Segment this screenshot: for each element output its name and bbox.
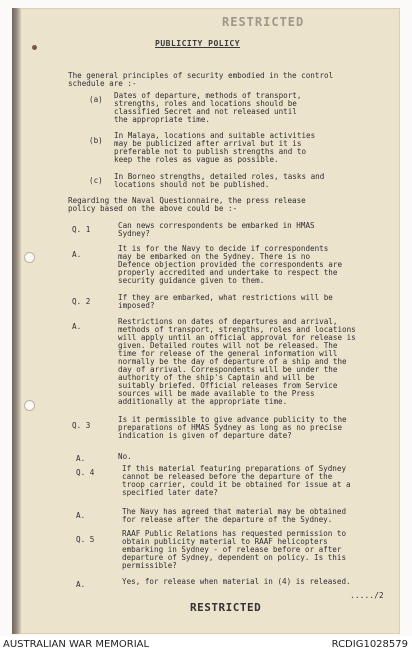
- archive-name: AUSTRALIAN WAR MEMORIAL: [3, 639, 150, 650]
- question-line: departure of Sydney, dependent on policy. Is this: [122, 553, 347, 562]
- question-line: Sydney?: [118, 229, 151, 238]
- question-line: indication is given of departure date?: [118, 431, 292, 440]
- answer-line: sources will be made available to the Press: [118, 389, 315, 398]
- principle-line: strengths, roles and locations should be: [114, 99, 297, 108]
- record-id: RCDIG1028579: [331, 639, 408, 650]
- principle-line: locations should not be published.: [114, 180, 270, 189]
- answer-line: for release after the departure of the Sydney.: [122, 515, 333, 524]
- classification-stamp-bottom: RESTRICTED: [190, 601, 262, 614]
- question-line: If they are embarked, what restrictions will be: [118, 293, 333, 302]
- principle-label: (c): [89, 176, 103, 185]
- question-line: RAAF Public Relations has requested permission to: [122, 529, 347, 538]
- intro-line: The general principles of security embodied in the control: [68, 71, 334, 80]
- binding-edge: [12, 8, 21, 634]
- question-line: preparations of HMAS Sydney as long as no precise: [118, 423, 343, 432]
- question-label: Q. 2: [72, 297, 91, 306]
- punch-hole: [25, 401, 34, 410]
- question-label: Q. 4: [76, 468, 95, 477]
- principle-label: (a): [89, 95, 103, 104]
- continuation-marker: ...../2: [350, 591, 384, 600]
- principle-line: classified Secret and not released until: [114, 107, 297, 116]
- answer-line: security guidance given to them.: [118, 276, 265, 285]
- question-line: Can news correspondents be embarked in HMAS: [118, 221, 315, 230]
- regarding-line: Regarding the Naval Questionnaire, the press release: [68, 196, 306, 205]
- answer-line: time for release of the general information will: [118, 349, 338, 358]
- principle-line: preferable not to publish strengths and to: [114, 147, 307, 156]
- principle-line: In Malaya, locations and suitable activities: [114, 131, 316, 140]
- principle-line: In Borneo strengths, detailed roles, tasks and: [114, 172, 325, 181]
- question-line: obtain publicity material to RAAF helicopters: [122, 537, 328, 546]
- answer-line: suitably briefed. Official releases from Service: [118, 381, 338, 390]
- question-label: Q. 3: [72, 421, 91, 430]
- document-title: PUBLICITY POLICY: [155, 39, 241, 48]
- answer-line: properly accredited and undertake to respect the: [118, 268, 338, 277]
- answer-line: normally be the day of departure of a ship and the: [118, 357, 347, 366]
- principle-line: the appropriate time.: [114, 115, 211, 124]
- question-line: embarking in Sydney - of release before or after: [122, 545, 342, 554]
- question-line: Is it permissible to give advance publicity to the: [118, 415, 347, 424]
- answer-line: may be embarked on the Sydney. There is no: [118, 252, 311, 261]
- answer-line: will apply until an official approval for release is: [118, 333, 356, 342]
- punch-hole: [25, 253, 34, 262]
- principle-line: may be publicized after arrival but it is: [114, 139, 302, 148]
- principle-line: Dates of departure, methods of transport,: [114, 91, 302, 100]
- question-line: If this material featuring preparations of Sydney: [122, 464, 347, 473]
- answer-line: authority of the ship's Captain and will be: [118, 373, 315, 382]
- answer-label: A.: [72, 322, 82, 331]
- principle-label: (b): [89, 136, 103, 145]
- principle-line: keep the roles as vague as possible.: [114, 155, 279, 164]
- answer-line: methods of transport, strengths, roles and locations: [118, 325, 356, 334]
- question-line: specified later date?: [122, 488, 219, 497]
- answer-line: Restrictions on dates of departures and arrival,: [118, 317, 338, 326]
- answer-line: day of arrival. Correspondents will be under the: [118, 365, 338, 374]
- answer-line: No.: [118, 452, 132, 461]
- ink-mark: [32, 45, 37, 50]
- answer-label: A.: [76, 454, 86, 463]
- question-line: cannot be released before the departure of the: [122, 472, 333, 481]
- question-line: imposed?: [118, 301, 155, 310]
- intro-line: schedule are :-: [68, 79, 137, 88]
- answer-line: additionally at the appropriate time.: [118, 397, 288, 406]
- answer-line: It is for the Navy to decide if correspondents: [118, 244, 329, 253]
- answer-label: A.: [72, 250, 82, 259]
- question-line: permissible?: [122, 561, 177, 570]
- answer-line: Yes, for release when material in (4) is released.: [122, 577, 351, 586]
- answer-label: A.: [76, 511, 86, 520]
- classification-stamp-top: RESTRICTED: [222, 15, 305, 29]
- answer-line: The Navy has agreed that material may be obtained: [122, 507, 347, 516]
- question-label: Q. 1: [72, 225, 91, 234]
- question-label: Q. 5: [76, 535, 95, 544]
- archive-footer: [0, 636, 412, 654]
- answer-label: A.: [76, 580, 86, 589]
- question-line: troop carrier, could it be obtained for issue at a: [122, 480, 351, 489]
- regarding-line: policy based on the above could be :-: [68, 204, 238, 213]
- answer-line: Defence objection provided the correspondents are: [118, 260, 343, 269]
- answer-line: given. Detailed routes will not be released. The: [118, 341, 338, 350]
